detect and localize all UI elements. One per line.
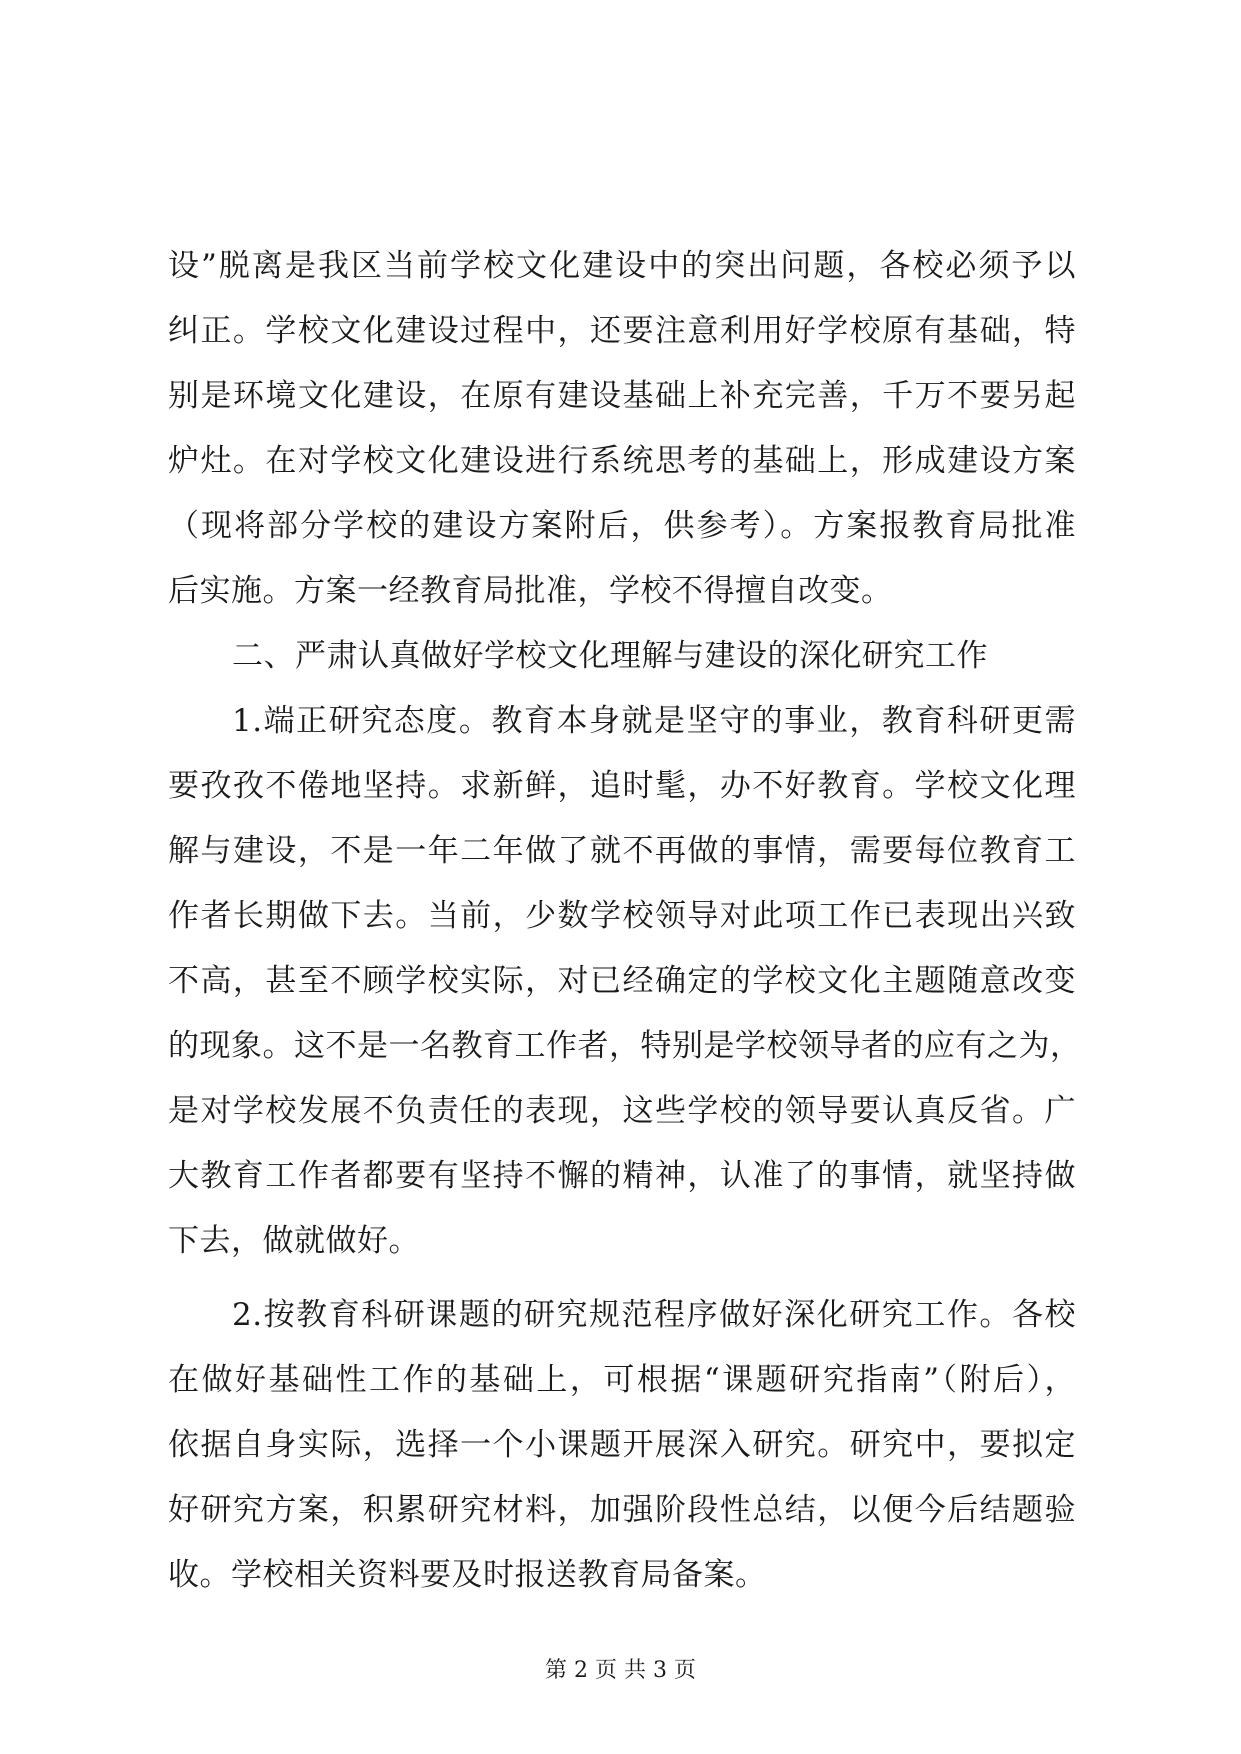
text-line: 别是环境文化建设，在原有建设基础上补充完善，千万不要另起	[168, 378, 1076, 414]
text-line: 收。学校相关资料要及时报送教育局备案。	[168, 1557, 767, 1593]
body-text	[168, 234, 1082, 1608]
text-line: 依据自身实际，选择一个小课题开展深入研究。研究中，要拟定	[168, 1427, 1076, 1463]
text-line: 的现象。这不是一名教育工作者，特别是学校领导者的应有之为，	[168, 1028, 1082, 1064]
text-line: 纠正。学校文化建设过程中，还要注意利用好学校原有基础，特	[168, 313, 1076, 349]
text-line: 大教育工作者都要有坚持不懈的精神，认准了的事情，就坚持做	[168, 1158, 1076, 1194]
text-line: 是对学校发展不负责任的表现，这些学校的领导要认真反省。广	[168, 1093, 1076, 1129]
text-line: 设”脱离是我区当前学校文化建设中的突出问题，各校必须予以	[168, 248, 1076, 284]
section-heading: 二、严肃认真做好学校文化理解与建设的深化研究工作	[232, 638, 988, 674]
text-line: （现将部分学校的建设方案附后，供参考）。方案报教育局批准	[168, 508, 1076, 544]
text-line: 2.按教育科研课题的研究规范程序做好深化研究工作。各校	[232, 1297, 1076, 1333]
text-line: 作者长期做下去。当前，少数学校领导对此项工作已表现出兴致	[168, 898, 1076, 934]
text-line: 解与建设，不是一年二年做了就不再做的事情，需要每位教育工	[168, 833, 1076, 869]
text-line: 下去，做就做好。	[168, 1223, 420, 1259]
text-line: 要孜孜不倦地坚持。求新鲜，追时髦，办不好教育。学校文化理	[168, 768, 1076, 804]
text-line: 1.端正研究态度。教育本身就是坚守的事业，教育科研更需	[232, 703, 1076, 739]
text-line: 好研究方案，积累研究材料，加强阶段性总结，以便今后结题验	[168, 1492, 1076, 1528]
text-line: 不高，甚至不顾学校实际，对已经确定的学校文化主题随意改变	[168, 963, 1076, 999]
text-line: 在做好基础性工作的基础上，可根据“课题研究指南”（附后），	[168, 1362, 1076, 1398]
page-number: 第 2 页 共 3 页	[545, 1658, 696, 1683]
text-line: 炉灶。在对学校文化建设进行系统思考的基础上，形成建设方案	[168, 443, 1076, 479]
text-line: 后实施。方案一经教育局批准，学校不得擅自改变。	[168, 573, 893, 609]
